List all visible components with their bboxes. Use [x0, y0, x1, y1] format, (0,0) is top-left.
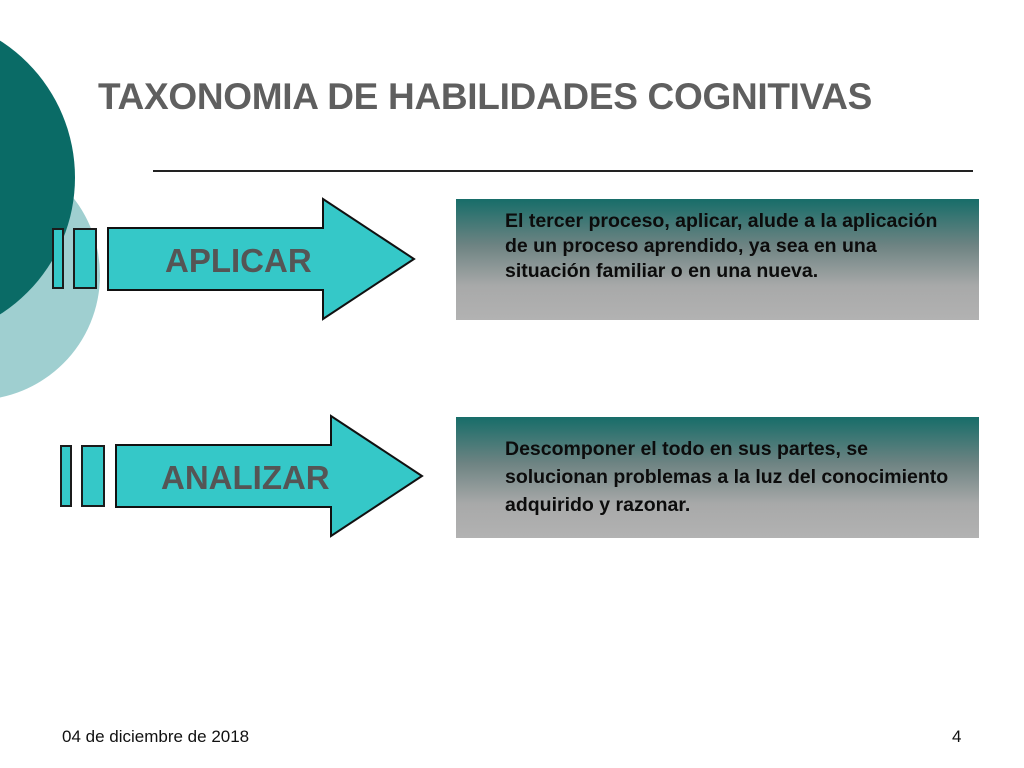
page-number: 4 [952, 727, 962, 746]
footer-date: 04 de diciembre de 2018 [62, 727, 250, 746]
title-divider [153, 170, 973, 172]
description-text-analizar: Descomponer el todo en sus partes, se solucionan problemas a la luz del conocimiento adquirido y razonar. [505, 438, 949, 516]
description-box-analizar [456, 417, 979, 538]
arrow-tail-bar-2 [73, 228, 97, 289]
arrow-label-aplicar: APLICAR [165, 242, 312, 279]
slide-title: TAXONOMIA DE HABILIDADES COGNITIVAS [98, 76, 873, 117]
arrow-tail-bar-1 [52, 228, 64, 289]
description-text-aplicar: El tercer proceso, aplicar, alude a la aplicación de un proceso aprendido, ya sea en una situación familiar o en una nueva. [505, 210, 938, 282]
arrow-label-analizar: ANALIZAR [161, 459, 330, 496]
arrow-tail-bar-1 [60, 445, 72, 507]
arrow-tail-bar-2 [81, 445, 105, 507]
description-box-aplicar [456, 199, 979, 320]
